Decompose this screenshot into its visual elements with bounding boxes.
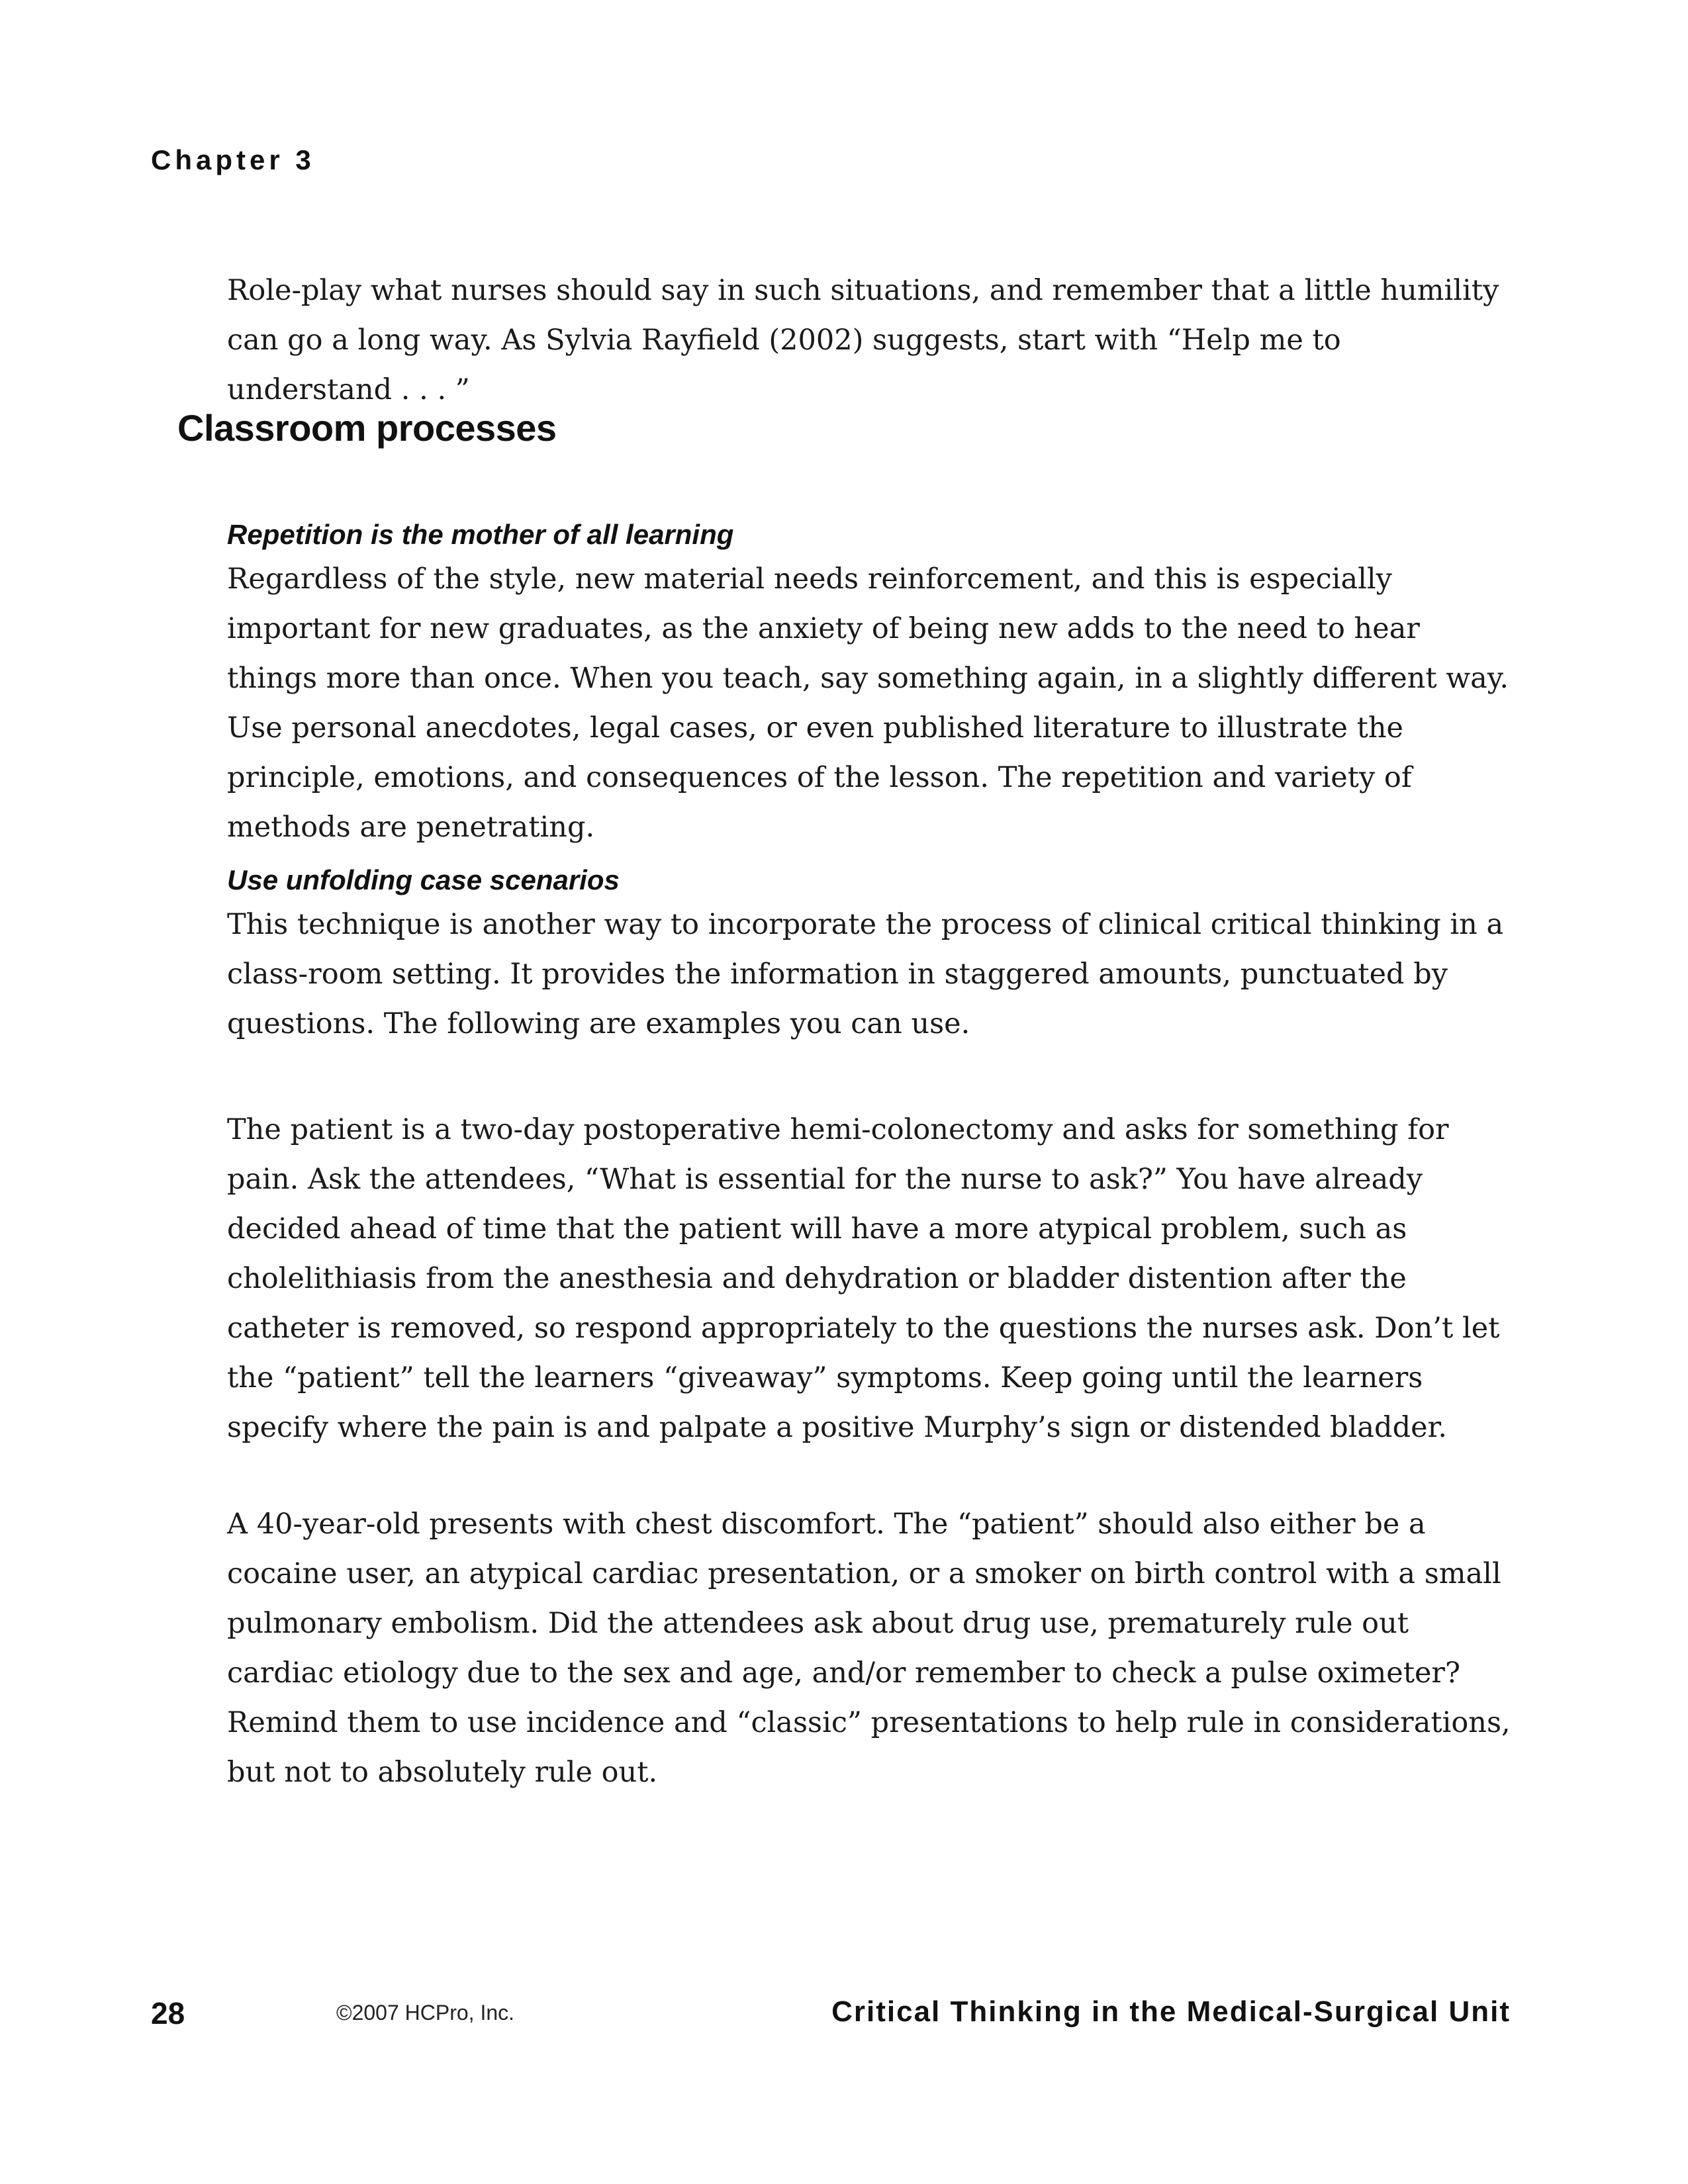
case-scenario-paragraph: A 40-year-old presents with chest discomfort. The “patient” should also either be a cocaine user, an atypical cardiac presentation, or a smoker on birth control with a small pulmonary embolism. Did the attendees ask about drug use, prematurely rule out cardiac etiology due to the sex and age, and/or remember to check a pulse oximeter? Remind them to use incidence and “classic” presentations to help rule in considerations, but not to absolutely rule out. <box>227 1508 1511 1789</box>
case-scenario-paragraph: The patient is a two-day postoperative hemi-colonectomy and asks for something for pain. Ask the attendees, “What is essential for the nurse to ask?” You have already decided ahead of time that the patient will have a more atypical problem, such as cholelithiasis from the anesthesia and dehydration or bladder distention after the catheter is removed, so respond appropriately to the questions the nurses ask. Don’t let the “patient” tell the learners “giveaway” symptoms. Keep going until the learners specify where the pain is and palpate a positive Murphy’s sign or distended bladder. <box>227 1113 1500 1444</box>
page-number: 28 <box>151 1996 185 2030</box>
book-title: Critical Thinking in the Medical-Surgical Unit <box>831 1995 1511 2028</box>
subsection-repetition <box>227 515 1511 852</box>
chapter-label: Chapter 3 <box>151 144 315 175</box>
page-footer <box>0 1995 1688 2042</box>
subsection-heading: Use unfolding case scenarios <box>227 864 620 895</box>
subsection-unfolding-cases <box>227 860 1511 1049</box>
subsection-paragraph: This technique is another way to incorporate the process of clinical critical thinking in a class-room setting. It provides the information in staggered amounts, punctuated by questions. The following are examples you can use. <box>227 908 1504 1040</box>
intro-paragraph: Role-play what nurses should say in such situations, and remember that a little humility can go a long way. As Sylvia Rayfield (2002) suggests, start with “Help me to understand . . . ” <box>227 274 1499 406</box>
copyright-notice: ©2007 HCPro, Inc. <box>336 2001 515 2025</box>
subsection-paragraph: Regardless of the style, new material needs reinforcement, and this is especially important for new graduates, as the anxiety of being new adds to the need to hear things more than once. When you teach, say something again, in a slightly different way. Use personal anecdotes, legal cases, or even published literature to illustrate the principle, emotions, and consequences of the lesson. The repetition and variety of methods are penetrating. <box>227 563 1509 844</box>
section-heading: Classroom processes <box>177 407 557 449</box>
subsection-heading: Repetition is the mother of all learning <box>227 519 734 550</box>
